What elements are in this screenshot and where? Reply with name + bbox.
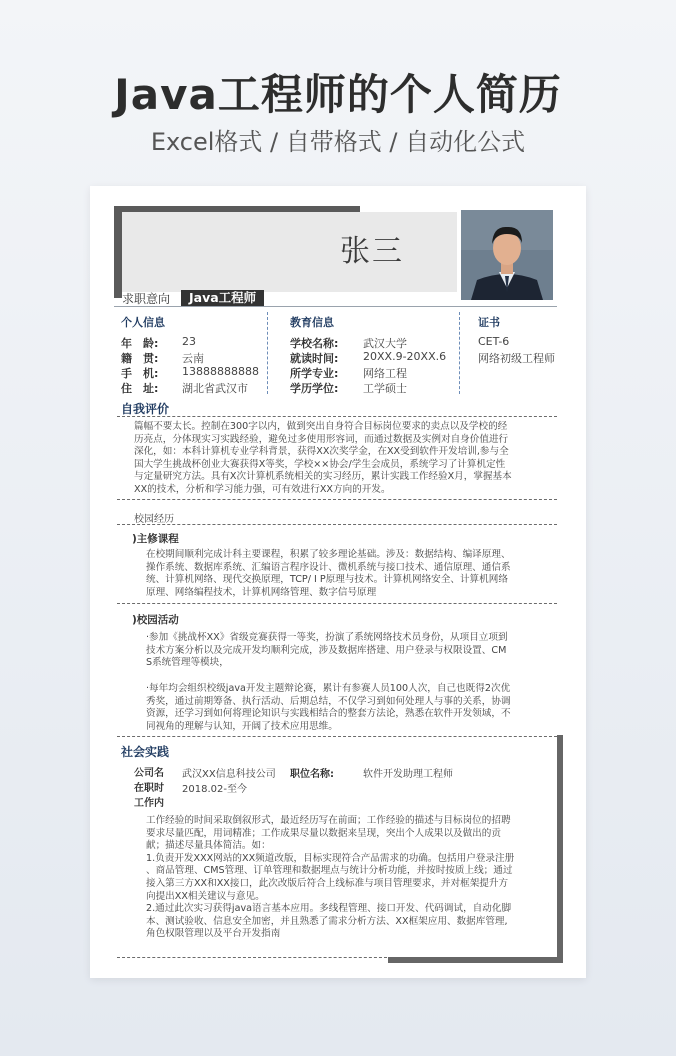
- text-line: 原理、网络编程技术，计算机网络管理、数字信号原理: [146, 586, 377, 598]
- certificate-item: 网络初级工程师: [478, 352, 555, 365]
- text-line: 国大学生挑战杯创业大赛获得X等奖，学校××协会/学生会成员，系统学习了计算机定性: [134, 458, 506, 470]
- content-label: 工作内: [134, 798, 164, 809]
- personal-label: 手 机:: [121, 367, 159, 380]
- text-line: 在校期间顺利完成计科主要课程，积累了较多理论基础。涉及：数据结构、编译原理、: [146, 549, 511, 560]
- section-title-campus: 校园经历: [134, 514, 174, 525]
- education-label: 所学专业:: [290, 367, 339, 380]
- text-line: ·每年均会组织校级java开发主题辩论赛，累计有参赛人员100人次，自己也既得2次优: [146, 683, 511, 694]
- text-line: S系统管理等模块，: [146, 657, 229, 669]
- text-line: 接入第三方XX和XX接口，此次改版后符合上线标准与项目管理要求，并对框架提升方: [146, 877, 509, 889]
- text-line: 技术方案分析以及完成开发均顺利完成，涉及数据库搭建、用户登录与权限设置、CM: [146, 644, 507, 656]
- text-line: 资源，还学习到如何将理论知识与实践相结合的整套方法论，熟悉在软件开发领域，不: [146, 708, 511, 720]
- position-value: 软件开发助理工程师: [363, 769, 453, 780]
- self-eval-text: [134, 421, 559, 497]
- activities-title: )校园活动: [132, 614, 179, 626]
- personal-value: 湖北省武汉市: [182, 382, 248, 395]
- text-line: 操作系统、数据库系统、汇编语言程序设计、微机系统与接口技术、通信原理、通信系: [146, 561, 511, 573]
- job-intent-label: 求职意向: [122, 292, 171, 306]
- education-label: 就读时间:: [290, 352, 339, 365]
- divider: [117, 499, 557, 500]
- section-title-education: 教育信息: [290, 316, 334, 329]
- text-line: 篇幅不要太长。控制在300字以内，做到突出自身符合目标岗位要求的卖点以及学校的经: [134, 421, 508, 432]
- period-value: 2018.02-至今: [182, 784, 247, 795]
- activities-text-2: [146, 683, 558, 733]
- personal-value: 云南: [182, 352, 204, 365]
- education-label: 学校名称:: [290, 337, 339, 350]
- section-title-practice: 社会实践: [121, 745, 170, 759]
- education-value: 网络工程: [363, 367, 407, 380]
- education-value: 工学硕士: [363, 382, 407, 395]
- text-line: 同视角的理解与认知，开阔了技术应用思维。: [146, 720, 338, 732]
- divider: [117, 416, 557, 417]
- text-line: 角色权限管理以及平台开发指南: [146, 928, 281, 940]
- text-line: 献；描述尽量具体简洁。如：: [146, 840, 271, 852]
- text-line: 、商品管理、CMS管理、订单管理和数据埋点与统计分析功能，并按时按质上线；通过: [146, 865, 513, 877]
- company-value: 武汉XX信息科技公司: [182, 769, 276, 780]
- name-top-bar: [114, 206, 360, 212]
- personal-label: 住 址:: [121, 382, 159, 395]
- text-line: 深化，如：本科计算机专业学科背景，获得XX次奖学金，在XX受到软件开发培训,参与全: [134, 446, 509, 458]
- text-line: 历亮点，分体现实习实践经验，避免过多使用形容词，而通过数据及实例对自身价值进行: [134, 433, 509, 445]
- page-title: Java工程师的个人简历: [114, 70, 562, 119]
- certificate-item: CET-6: [478, 335, 510, 348]
- activities-text-1: [146, 632, 558, 670]
- courses-title: )主修课程: [132, 533, 179, 545]
- text-line: ·参加《挑战杯XX》省级竞赛获得一等奖，扮演了系统网络技术员身份，从项目立项到: [146, 632, 508, 643]
- text-line: 统、计算机网络、现代交换原理，TCP/ I P原理与技术。计算机网络安全、计算机网络: [146, 574, 508, 586]
- personal-value: 23: [182, 335, 196, 348]
- section-title-self-eval: 自我评价: [121, 402, 170, 416]
- text-line: XX的技术，分析和学习能力强，可有效进行XX方向的开发。: [134, 483, 391, 495]
- resume-name: 张三: [340, 234, 404, 269]
- text-line: 1.负责开发XXX网站的XX频道改版，目标实现符合产品需求的功确。包括用户登录注册: [146, 852, 515, 864]
- section-title-personal: 个人信息: [121, 316, 165, 329]
- education-label: 学历学位:: [290, 382, 339, 395]
- personal-value: 13888888888: [182, 365, 259, 378]
- page-subtitle: Excel格式 / 自带格式 / 自动化公式: [150, 128, 526, 156]
- company-label: 公司名: [134, 768, 164, 779]
- profile-photo: [461, 210, 553, 300]
- courses-text: [146, 549, 558, 599]
- divider: [114, 306, 557, 307]
- text-line: 与定量研究方法。具有X次计算机系统相关的实习经历，累计实践工作经验X月，掌握基本: [134, 471, 512, 483]
- practice-text: [146, 815, 558, 941]
- personal-label: 籍 贯:: [121, 352, 159, 365]
- position-label: 职位名称:: [290, 769, 334, 780]
- section-title-certificates: 证书: [478, 316, 500, 329]
- text-line: 本、测试验收、信息安全加密，并且熟悉了需求分析方法、XX框架应用、数据库管理,: [146, 915, 508, 927]
- education-value: 武汉大学: [363, 337, 407, 350]
- divider: [117, 603, 557, 604]
- column-divider: [459, 312, 460, 394]
- name-side-bar: [114, 206, 122, 298]
- divider: [117, 524, 557, 525]
- text-line: 秀奖，通过前期筹备、执行活动、后期总结，不仅学习到如何处理人与事的关系，协调: [146, 695, 511, 707]
- job-intent-value: Java工程师: [181, 290, 264, 306]
- text-line: 工作经验的时间采取倒叙形式，最近经历写在前面；工作经验的描述与目标岗位的招聘: [146, 815, 511, 826]
- personal-label: 年 龄:: [121, 337, 159, 350]
- text-line: 向提出XX相关建议与意见。: [146, 890, 265, 902]
- name-box: [122, 212, 457, 292]
- decor-shade-bottom: [388, 957, 563, 963]
- period-label: 在职时: [134, 783, 164, 794]
- education-value: 20XX.9-20XX.6: [363, 350, 447, 363]
- column-divider: [267, 312, 268, 394]
- divider: [117, 957, 387, 958]
- text-line: 2.通过此次实习获得java语言基本应用。多线程管理、接口开发、代码调试，自动化脚: [146, 903, 512, 915]
- text-line: 要求尽量匹配，用词精准；工作成果尽量以数据来呈现，突出个人成果以及做出的贡: [146, 827, 501, 839]
- divider: [117, 736, 557, 737]
